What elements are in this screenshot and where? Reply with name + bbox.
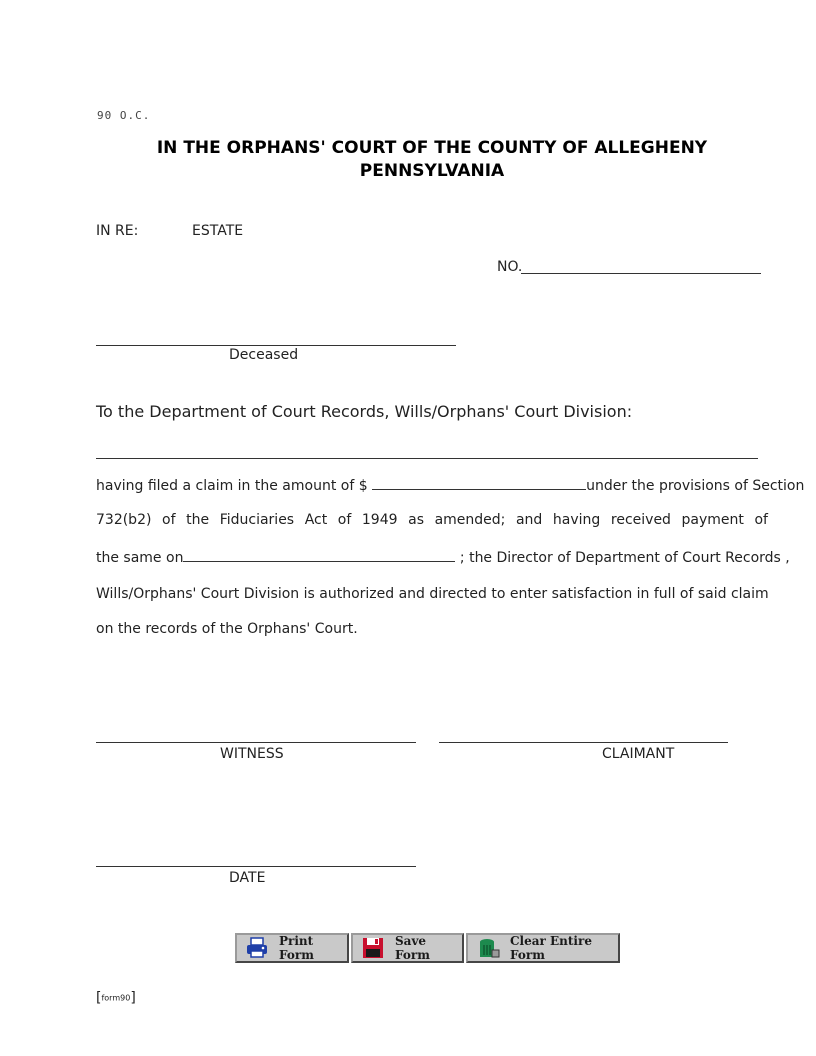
case-number-label: NO. xyxy=(497,259,523,275)
trash-can-icon xyxy=(476,937,500,959)
body-line-5: on the records of the Orphans' Court. xyxy=(96,621,358,637)
date-label: DATE xyxy=(229,870,266,886)
body-line-4: Wills/Orphans' Court Division is authorized and directed to enter satisfaction in full of said claim xyxy=(96,586,769,602)
witness-label: WITNESS xyxy=(220,746,284,762)
decedent-name-field[interactable] xyxy=(96,345,456,346)
save-form-button[interactable] xyxy=(351,933,464,963)
claimant-signature-field[interactable] xyxy=(439,742,728,743)
court-state: PENNSYLVANIA xyxy=(359,161,505,181)
payment-date-suffix: ; the Director of Department of Court Records , xyxy=(459,550,790,566)
form-id-footer: [form90] xyxy=(96,990,136,1006)
in-re-label: IN RE: xyxy=(96,223,139,239)
date-field[interactable] xyxy=(96,866,416,867)
print-form-label: Print Form xyxy=(279,934,314,962)
claim-amount-field[interactable] xyxy=(372,477,586,490)
floppy-disk-icon xyxy=(361,937,385,959)
claim-amount-prefix: having filed a claim in the amount of $ xyxy=(96,478,368,494)
print-form-button[interactable] xyxy=(235,933,349,963)
save-form-label: Save Form xyxy=(395,934,430,962)
estate-label: ESTATE xyxy=(192,223,244,239)
form-code: 90 O.C. xyxy=(97,109,151,122)
body-line-3 xyxy=(96,549,790,566)
court-title: IN THE ORPHANS' COURT OF THE COUNTY OF ALLEGHENY xyxy=(156,138,708,158)
addressee-line: To the Department of Court Records, Wills/Orphans' Court Division: xyxy=(96,402,633,421)
body-line-1 xyxy=(96,477,805,494)
claim-amount-suffix: under the provisions of Section xyxy=(586,478,805,494)
witness-signature-field[interactable] xyxy=(96,742,416,743)
clear-form-button[interactable] xyxy=(466,933,620,963)
form-id: form90 xyxy=(101,993,131,1003)
claimant-label: CLAIMANT xyxy=(602,746,675,762)
claimant-name-field[interactable] xyxy=(96,458,758,459)
body-line-2: 732(b2) of the Fiduciaries Act of 1949 as amended; and having received payment of xyxy=(96,512,768,528)
printer-icon xyxy=(245,937,269,959)
payment-date-field[interactable] xyxy=(183,549,455,562)
clear-form-label: Clear Entire Form xyxy=(510,934,592,962)
case-number-field[interactable] xyxy=(521,273,761,274)
deceased-label: Deceased xyxy=(229,347,299,363)
payment-date-prefix: the same on xyxy=(96,550,184,566)
